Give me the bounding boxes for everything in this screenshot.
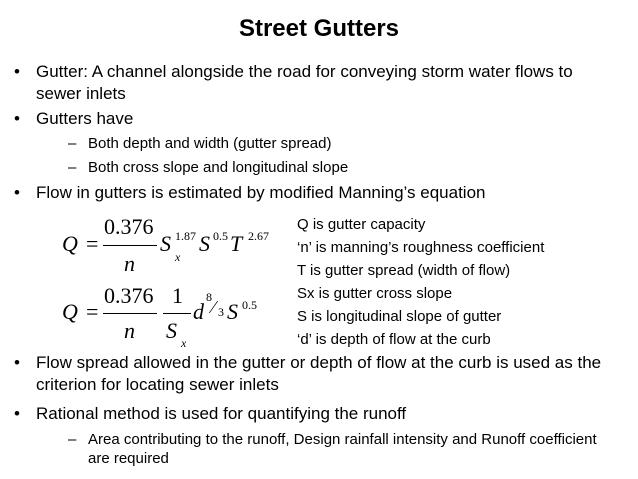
eq2-d-exp-slash: ⁄ xyxy=(212,297,216,317)
eq1-s-exponent: 0.5 xyxy=(213,229,228,243)
legend-item-d: ‘d’ is depth of flow at the curb xyxy=(297,331,491,348)
slide-title: Street Gutters xyxy=(238,15,400,42)
eq1-t: T xyxy=(230,231,243,256)
bullet-text: Rational method is used for quantifying the runoff xyxy=(36,404,407,423)
sub-bullet-marker: – xyxy=(68,159,77,176)
eq1-fraction-bar xyxy=(103,245,157,246)
legend-item-n: ‘n’ is manning’s roughness coefficient xyxy=(297,239,545,256)
eq2-s-exponent: 0.5 xyxy=(242,298,257,312)
bullet-manning-equation xyxy=(14,182,606,204)
variable-legend xyxy=(297,216,544,354)
eq2-sx: S xyxy=(166,318,177,343)
eq1-lhs: Q xyxy=(62,231,78,256)
eq2-coefficient: 0.376 xyxy=(104,283,154,308)
eq1-equals: = xyxy=(86,231,99,256)
bullet-text: Gutter: A channel alongside the road for conveying storm water flows to sewer inlets xyxy=(36,62,573,103)
eq1-sx-exponent: 1.87 xyxy=(175,229,196,243)
bullet-rational-method xyxy=(14,403,606,425)
eq2-d-exp-denominator: 3 xyxy=(218,305,224,319)
legend-item-s: S is longitudinal slope of gutter xyxy=(297,308,502,325)
legend-item-sx: Sx is gutter cross slope xyxy=(297,285,453,302)
eq2-lhs: Q xyxy=(62,299,78,324)
sub-bullet-runoff-requirements xyxy=(68,430,608,468)
eq1-t-exponent: 2.67 xyxy=(248,229,269,243)
bullet-marker: • xyxy=(14,62,20,81)
bullet-gutters-have xyxy=(14,108,606,130)
sub-bullet-marker: – xyxy=(68,431,77,448)
eq2-denominator: n xyxy=(124,318,135,343)
sub-bullet-marker: – xyxy=(68,135,77,152)
eq2-sx-subscript: x xyxy=(181,336,187,350)
sub-bullet-text: Both depth and width (gutter spread) xyxy=(88,135,332,152)
eq1-s: S xyxy=(199,231,210,256)
eq2-fraction-bar-1 xyxy=(103,313,157,314)
sub-bullet-slopes xyxy=(68,158,608,177)
bullet-marker: • xyxy=(14,183,20,202)
bullet-flow-spread xyxy=(14,352,606,396)
bullet-marker: • xyxy=(14,404,20,423)
sub-bullet-text: Area contributing to the runoff, Design rainfall intensity and Runoff coefficient are required xyxy=(88,431,597,467)
sub-bullet-depth-width xyxy=(68,134,608,153)
eq2-fraction-bar-2 xyxy=(163,313,191,314)
eq2-d: d xyxy=(193,299,204,324)
eq2-s: S xyxy=(227,299,238,324)
bullet-gutter-definition xyxy=(14,61,606,105)
bullet-text: Flow spread allowed in the gutter or depth of flow at the curb is used as the criterion for locating sewer inlets xyxy=(36,353,602,394)
legend-item-t: T is gutter spread (width of flow) xyxy=(297,262,511,279)
eq2-d-exp-numerator: 8 xyxy=(206,290,212,304)
eq1-sx: S xyxy=(160,231,171,256)
eq1-coefficient: 0.376 xyxy=(104,214,154,239)
eq1-denominator: n xyxy=(124,251,135,276)
eq1-sx-subscript: x xyxy=(175,250,181,264)
legend-item-q: Q is gutter capacity xyxy=(297,216,426,233)
sub-bullet-text: Both cross slope and longitudinal slope xyxy=(88,159,349,176)
eq2-equals: = xyxy=(86,299,99,324)
bullet-marker: • xyxy=(14,109,20,128)
eq2-one: 1 xyxy=(172,283,183,308)
bullet-text: Gutters have xyxy=(36,109,134,128)
bullet-marker: • xyxy=(14,353,20,372)
bullet-text: Flow in gutters is estimated by modified Manning’s equation xyxy=(36,183,486,202)
